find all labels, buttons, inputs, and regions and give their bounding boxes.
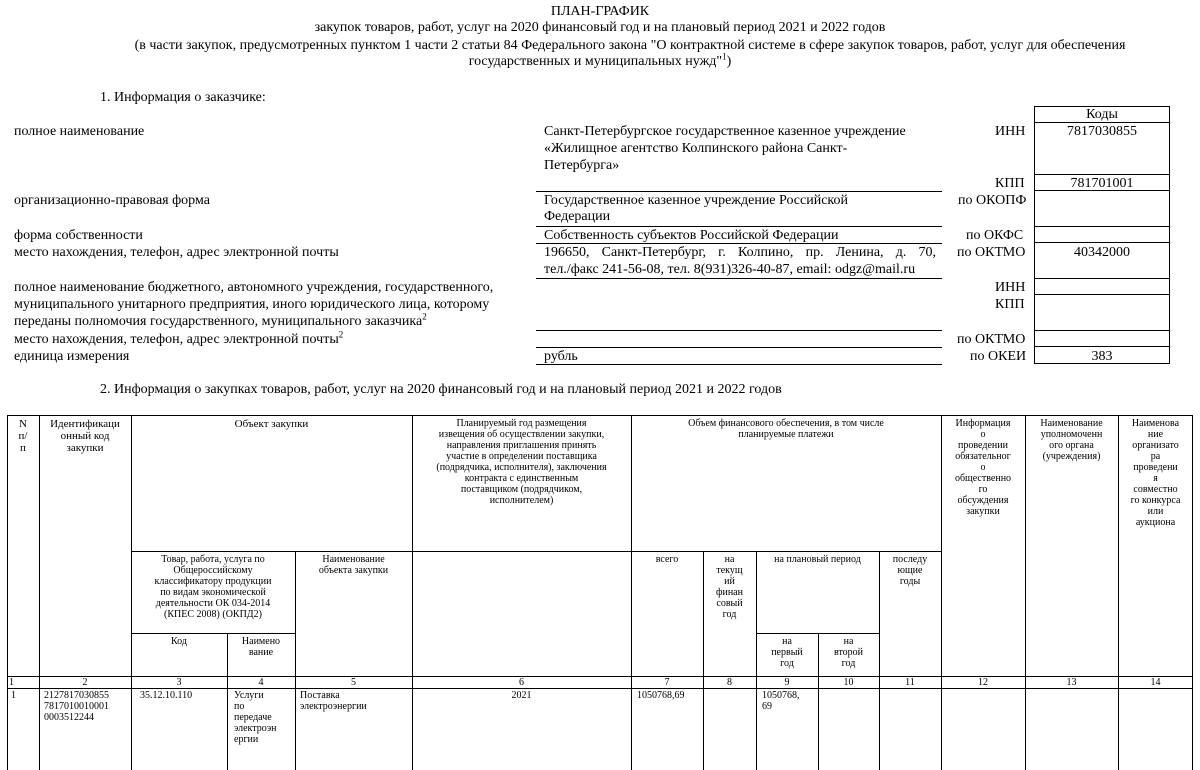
value-full-name-3: Петербурга» bbox=[544, 158, 620, 173]
col-number-7: 7 bbox=[664, 677, 670, 688]
col-header-year: Планируемый год размещения извещения об осуществлении закупки, направления приглашения принять участие в определении поставщика (подрядчика, исполнителя), заключения контракта с единственным поставщиком (подрядчиком, исполнителем) bbox=[436, 418, 607, 506]
col-number-8: 8 bbox=[727, 677, 732, 688]
plan-title: ПЛАН-ГРАФИК bbox=[550, 4, 650, 19]
value-org-form-2: Федерации bbox=[544, 209, 611, 224]
code-label-oktmo: по ОКТМО bbox=[957, 245, 1026, 260]
col-header-second-year: на второй год bbox=[833, 636, 864, 669]
plan-subtitle-line2: (в части закупок, предусмотренных пунктом 1 части 2 статьи 84 Федерального закона "О контрактной системе в сфере закупок товаров, работ, услуг для обеспечения bbox=[134, 38, 1126, 53]
label-org-form: организационно-правовая форма bbox=[14, 193, 210, 208]
section2-heading: 2. Информация о закупках товаров, работ, услуг на 2020 финансовый год и на плановый период 2021 и 2022 годов bbox=[100, 382, 782, 397]
col-header-name: Наимено вание bbox=[241, 636, 281, 658]
col-header-object-name: Наименование объекта закупки bbox=[318, 554, 389, 576]
label-budget-org-1: полное наименование бюджетного, автономного учреждения, государственного, bbox=[14, 280, 494, 295]
code-label-inn-2: ИНН bbox=[995, 280, 1026, 295]
col-header-first-year: на первый год bbox=[771, 636, 803, 669]
col-number-11: 11 bbox=[905, 677, 915, 688]
label-location: место нахождения, телефон, адрес электронной почты bbox=[14, 245, 339, 260]
col-number-6: 6 bbox=[519, 677, 524, 688]
row1-object-name: Поставка электроэнергии bbox=[300, 690, 367, 712]
value-full-name-1: Санкт-Петербургское государственное казенное учреждение bbox=[544, 124, 906, 139]
codes-header: Коды bbox=[1086, 107, 1118, 122]
row1-first-year: 1050768, 69 bbox=[762, 690, 800, 712]
label-ownership: форма собственности bbox=[14, 228, 143, 243]
col-number-13: 13 bbox=[1066, 677, 1077, 688]
code-label-inn: ИНН bbox=[995, 124, 1026, 139]
code-value-oktmo: 40342000 bbox=[1074, 245, 1130, 260]
col-number-10: 10 bbox=[843, 677, 854, 688]
code-value-okei: 383 bbox=[1091, 349, 1113, 364]
col-number-4: 4 bbox=[258, 677, 264, 688]
line3-text: государственных и муниципальных нужд" bbox=[468, 54, 723, 69]
label-full-name: полное наименование bbox=[14, 124, 145, 139]
budget-org-3-text: переданы полномочия государственного, муниципального заказчика bbox=[14, 314, 423, 329]
value-org-form-1: Государственное казенное учреждение Российской bbox=[544, 193, 849, 208]
value-full-name-2: «Жилищное агентство Колпинского района Санкт- bbox=[544, 141, 848, 156]
footnote-2: 2 bbox=[422, 311, 427, 322]
code-label-okopf: по ОКОПФ bbox=[958, 193, 1027, 208]
col-number-1: 1 bbox=[9, 677, 14, 688]
code-label-kpp: КПП bbox=[995, 176, 1025, 191]
label-location-2 bbox=[14, 329, 344, 348]
col-number-2: 2 bbox=[82, 677, 88, 688]
col-header-organizer: Наименова ние организато ра проведени я совместно го конкурса или аукциона bbox=[1130, 418, 1181, 528]
col-number-5: 5 bbox=[351, 677, 356, 688]
col-number-3: 3 bbox=[176, 677, 182, 688]
col-header-finance: Объем финансового обеспечения, в том числе планируемые платежи bbox=[688, 418, 884, 440]
codes-box bbox=[1034, 106, 1170, 364]
col-header-okpd: Товар, работа, услуга по Общероссийскому классификатору продукции по видам экономической деятельности ОК 034-2014 (КПЕС 2008) (ОКПД2) bbox=[154, 554, 272, 620]
code-label-kpp-2: КПП bbox=[995, 297, 1025, 312]
col-number-12: 12 bbox=[978, 677, 988, 688]
row1-okpd-name: Услуги по передаче электроэн ергии bbox=[234, 690, 277, 745]
row1-total: 1050768,69 bbox=[637, 690, 685, 701]
label-budget-org-2: муниципального унитарного предприятия, иного юридического лица, которому bbox=[14, 297, 490, 312]
section1-heading: 1. Информация о заказчике: bbox=[100, 90, 266, 105]
col-header-object: Объект закупки bbox=[234, 418, 309, 430]
code-value-inn: 7817030855 bbox=[1067, 124, 1137, 139]
col-header-current-year: на текущ ий финан совый год bbox=[716, 554, 743, 620]
col-header-n: N п/ п bbox=[18, 418, 28, 454]
value-unit: рубль bbox=[544, 349, 578, 364]
col-header-authority: Наименование уполномоченн ого органа (учреждения) bbox=[1040, 418, 1103, 462]
row1-year: 2021 bbox=[511, 690, 532, 701]
value-location-1: 196650, Санкт-Петербург, г. Колпино, пр. Ленина, д. 70, bbox=[544, 245, 936, 260]
row1-n: 1 bbox=[11, 690, 16, 701]
col-number-9: 9 bbox=[784, 677, 790, 688]
col-header-later: последу ющие годы bbox=[892, 554, 928, 587]
col-header-total: всего bbox=[655, 554, 679, 565]
location2-text: место нахождения, телефон, адрес электронной почты bbox=[14, 332, 339, 347]
label-budget-org-3 bbox=[14, 311, 427, 330]
row1-okpd-code: 35.12.10.110 bbox=[140, 690, 193, 701]
col-header-code: Код bbox=[171, 636, 187, 647]
label-unit: единица измерения bbox=[14, 349, 130, 364]
plan-subtitle-line3 bbox=[0, 51, 1200, 70]
col-header-id-code: Идентификаци онный код закупки bbox=[50, 418, 120, 454]
col-header-public-discussion: Информация о проведении обязательног о общественно го обсуждения закупки bbox=[954, 418, 1012, 517]
value-ownership: Собственность субъектов Российской Федерации bbox=[544, 228, 839, 243]
value-location-2: тел./факс 241-56-08, тел. 8(931)326-40-87, email: odgz@mail.ru bbox=[544, 262, 916, 277]
row1-id-code: 2127817030855 7817010010001 0003512244 bbox=[44, 690, 109, 723]
code-label-okfs: по ОКФС bbox=[966, 228, 1024, 243]
col-number-14: 14 bbox=[1150, 677, 1161, 688]
col-header-planned: на плановый период bbox=[774, 554, 861, 565]
code-label-oktmo-2: по ОКТМО bbox=[957, 332, 1026, 347]
code-label-okei: по ОКЕИ bbox=[970, 349, 1027, 364]
footnote-2b: 2 bbox=[338, 329, 344, 340]
footnote-1: 1 bbox=[722, 51, 727, 62]
plan-subtitle: закупок товаров, работ, услуг на 2020 финансовый год и на плановый период 2021 и 2022 годов bbox=[314, 20, 886, 35]
code-value-kpp: 781701001 bbox=[1070, 176, 1134, 191]
line3-end: ) bbox=[726, 54, 732, 69]
